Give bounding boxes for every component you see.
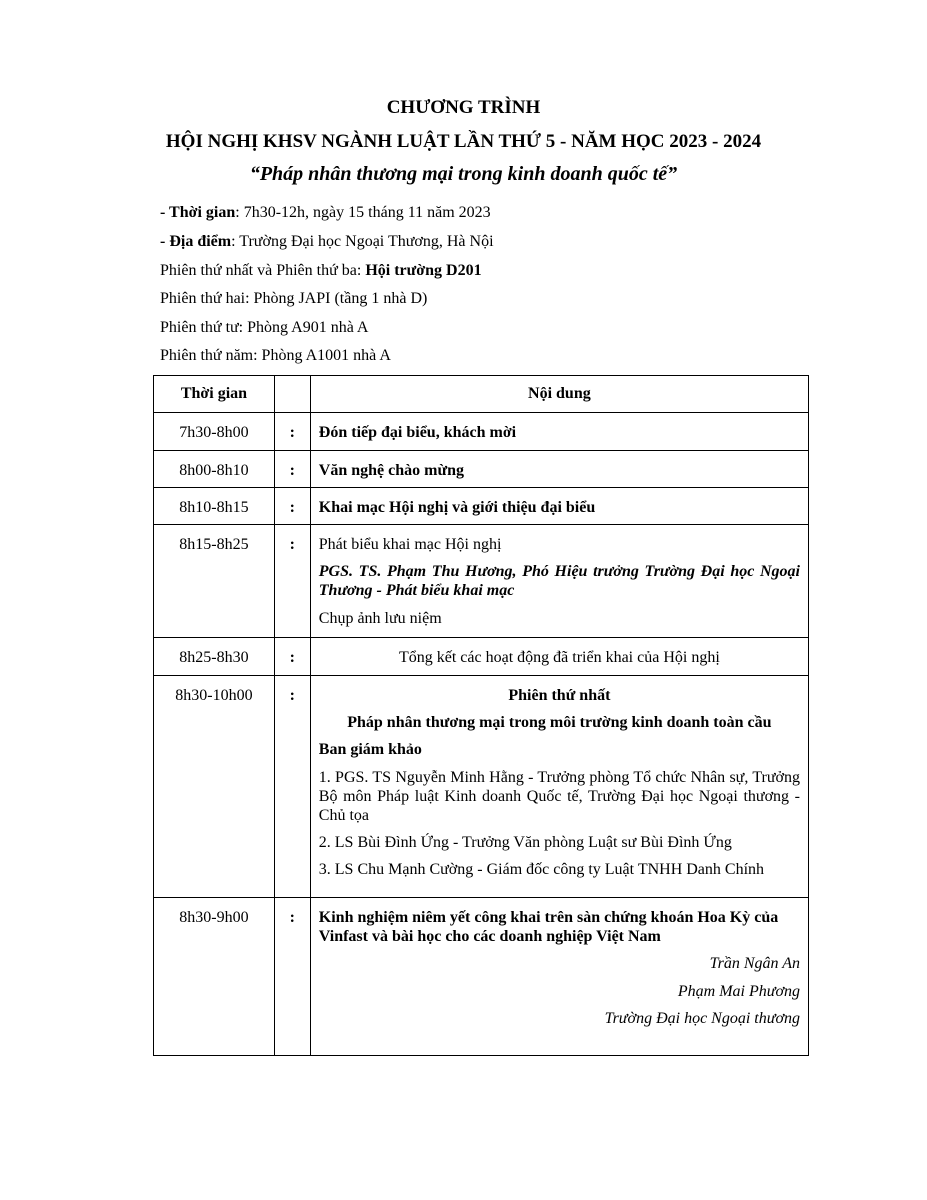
program-table: [153, 375, 809, 1056]
row-colon: :: [274, 638, 310, 676]
presentation-affiliation: Trường Đại học Ngoại thương: [604, 1009, 800, 1027]
presentation-title: Kinh nghiệm niêm yết công khai trên sàn chứng khoán Hoa Kỳ của Vinfast và bài học cho các doanh nghiệp Việt Nam: [318, 909, 779, 946]
info-time: [160, 204, 491, 222]
table-row: [154, 525, 809, 638]
conference-theme: “Pháp nhân thương mại trong kinh doanh quốc tế”: [249, 163, 678, 185]
info-place-value: : Trường Đại học Ngoại Thương, Hà Nội: [231, 233, 494, 250]
row-content: [310, 898, 808, 1056]
header-colon: [274, 376, 310, 413]
header-time: Thời gian: [154, 376, 275, 413]
row-content: Văn nghệ chào mừng: [310, 451, 808, 488]
row-time: 7h30-8h00: [154, 413, 275, 451]
header-content: Nội dung: [310, 376, 808, 413]
conference-title: HỘI NGHỊ KHSV NGÀNH LUẬT LẦN THỨ 5 - NĂM HỌC 2023 - 2024: [165, 131, 762, 152]
opening-speaker: PGS. TS. Phạm Thu Hương, Phó Hiệu trưởng Trường Đại học Ngoại Thương - Phát biểu khai mạc: [318, 563, 800, 600]
row-content: [310, 676, 808, 898]
jury-member: 2. LS Bùi Đình Ứng - Trưởng Văn phòng Luật sư Bùi Đình Ứng: [318, 834, 732, 852]
info-session-5: Phiên thứ năm: Phòng A1001 nhà A: [160, 347, 391, 364]
info-time-label: - Thời gian: [160, 204, 236, 221]
row-colon: :: [274, 898, 310, 1056]
row-colon: :: [274, 525, 310, 638]
table-header-row: [154, 376, 809, 413]
opening-speech: Phát biểu khai mạc Hội nghị: [318, 536, 502, 553]
row-colon: :: [274, 488, 310, 525]
presentation-author: Phạm Mai Phương: [677, 982, 800, 1000]
jury-member: 3. LS Chu Mạnh Cường - Giám đốc công ty Luật TNHH Danh Chính: [318, 861, 765, 879]
row-content: Tổng kết các hoạt động đã triển khai của Hội nghị: [310, 638, 808, 676]
presentation-author: Trần Ngân An: [709, 955, 800, 973]
info-place-label: - Địa điểm: [160, 233, 232, 250]
group-photo: Chụp ảnh lưu niệm: [318, 609, 442, 627]
info-place: [160, 233, 494, 251]
session-topic: Pháp nhân thương mại trong môi trường kinh doanh toàn cầu: [347, 714, 772, 732]
table-row: [154, 898, 809, 1056]
row-content: Đón tiếp đại biểu, khách mời: [310, 413, 808, 451]
row-colon: :: [274, 451, 310, 488]
info-session-4: Phiên thứ tư: Phòng A901 nhà A: [160, 319, 369, 336]
info-session-1-3: [160, 262, 482, 280]
info-session-1-3-room: Hội trường D201: [365, 262, 482, 279]
row-colon: :: [274, 413, 310, 451]
row-time: 8h30-9h00: [154, 898, 275, 1056]
table-row: [154, 638, 809, 676]
program-title: CHƯƠNG TRÌNH: [386, 97, 541, 118]
session-heading: Phiên thứ nhất: [508, 687, 611, 704]
row-colon: :: [274, 676, 310, 898]
row-time: 8h30-10h00: [154, 676, 275, 898]
table-row: [154, 413, 809, 451]
jury-member: 1. PGS. TS Nguyễn Minh Hằng - Trưởng phòng Tổ chức Nhân sự, Trưởng Bộ môn Pháp luật Kinh doanh Quốc tế, Trường Đại học Ngoại thương - Chủ tọa: [318, 768, 800, 824]
info-session-1-3-label: Phiên thứ nhất và Phiên thứ ba:: [160, 262, 366, 279]
row-time: 8h25-8h30: [154, 638, 275, 676]
jury-heading: Ban giám khảo: [318, 741, 422, 759]
row-time: 8h10-8h15: [154, 488, 275, 525]
table-row: [154, 488, 809, 525]
row-content: [310, 525, 808, 638]
row-time: 8h15-8h25: [154, 525, 275, 638]
info-time-value: : 7h30-12h, ngày 15 tháng 11 năm 2023: [235, 204, 491, 221]
row-content: Khai mạc Hội nghị và giới thiệu đại biểu: [310, 488, 808, 525]
row-time: 8h00-8h10: [154, 451, 275, 488]
table-row: [154, 451, 809, 488]
table-row: [154, 676, 809, 898]
info-session-2: Phiên thứ hai: Phòng JAPI (tầng 1 nhà D): [160, 290, 428, 307]
